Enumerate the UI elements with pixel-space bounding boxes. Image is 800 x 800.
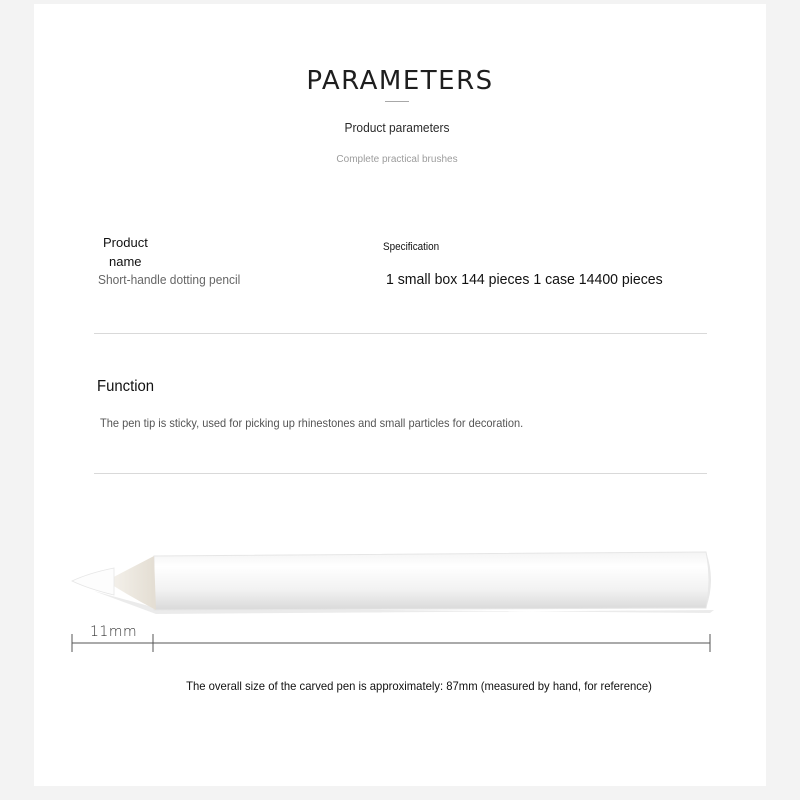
function-description: The pen tip is sticky, used for picking up rhinestones and small particles for decoration.: [100, 416, 524, 430]
content-card: [34, 4, 766, 786]
pencil-illustration: [34, 4, 766, 786]
product-name-value: Short-handle dotting pencil: [98, 272, 241, 287]
product-name-label-line1: Product: [103, 235, 148, 250]
section-tagline: Complete practical brushes: [336, 154, 458, 165]
function-label: Function: [97, 378, 155, 395]
specification-value: 1 small box 144 pieces 1 case 14400 pieces: [386, 271, 663, 288]
pencil-tip: [72, 568, 114, 595]
pencil-body: [154, 552, 709, 610]
specification-label: Specification: [383, 241, 440, 253]
product-name-label-line2: name: [109, 254, 142, 269]
page-title: PARAMETERS: [306, 66, 494, 96]
size-caption: The overall size of the carved pen is approximately: 87mm (measured by hand, for reference): [186, 679, 652, 693]
tip-length-label: 11mm: [90, 624, 138, 640]
section-subtitle: Product parameters: [344, 120, 450, 135]
